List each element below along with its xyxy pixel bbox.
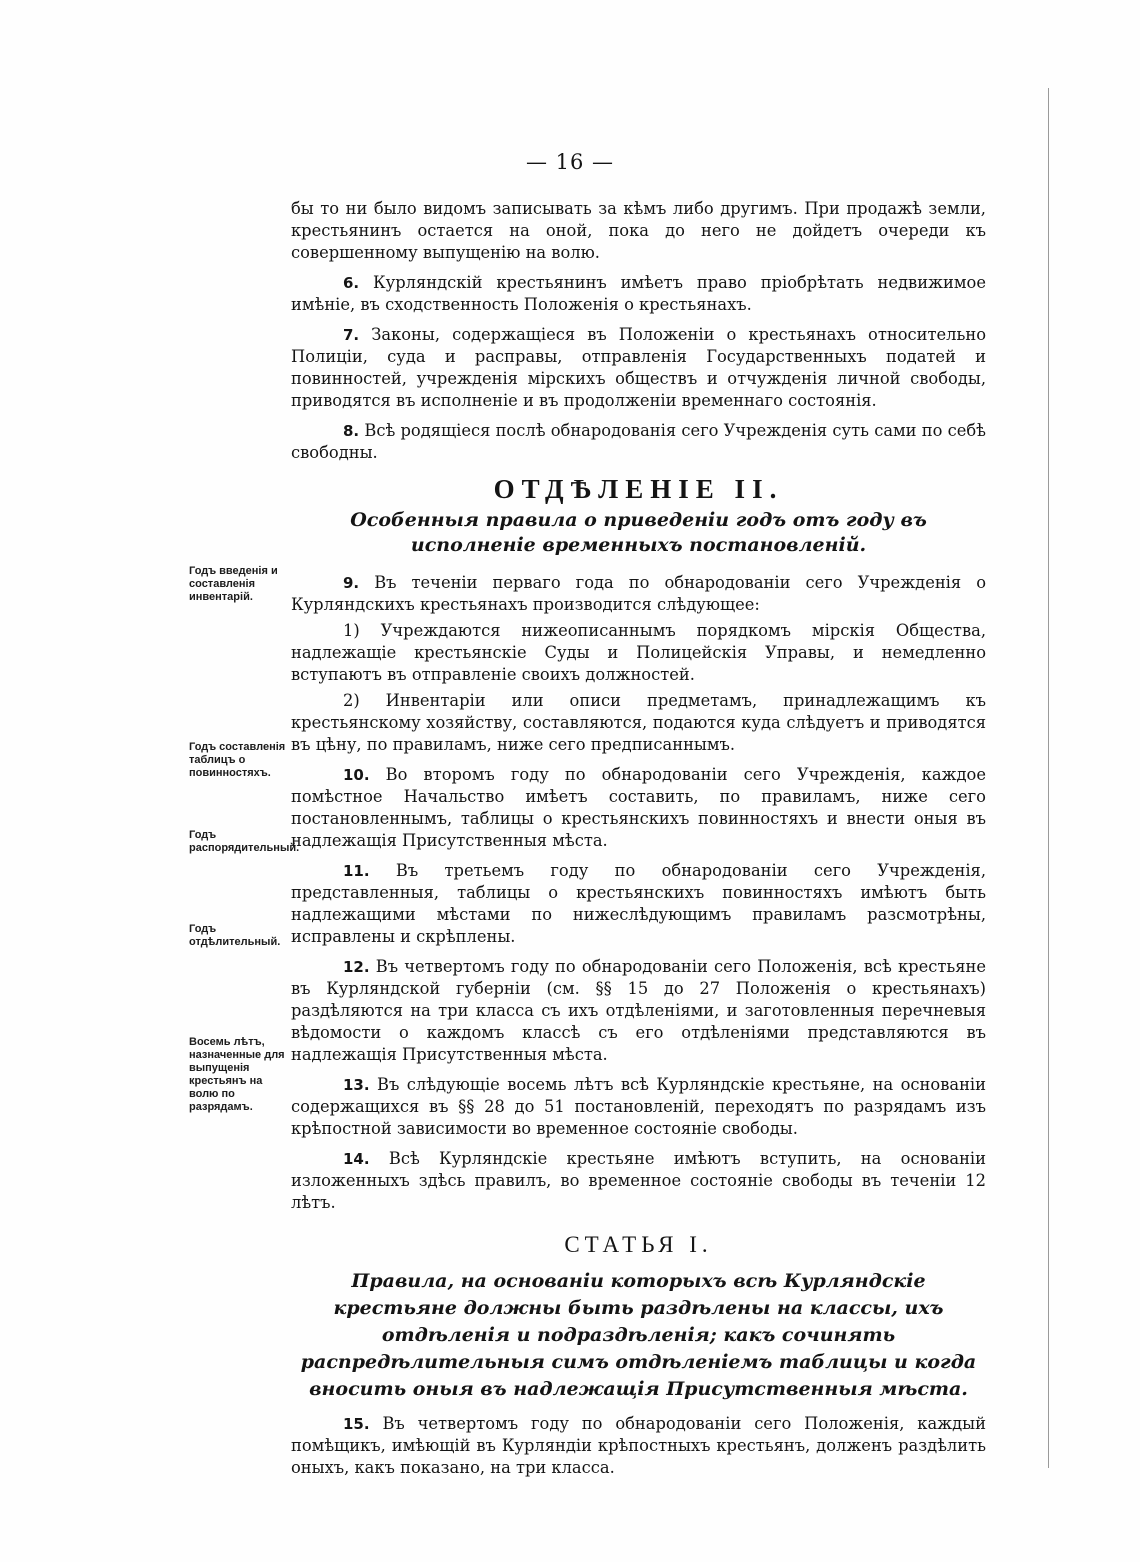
main-text-column: [291, 198, 986, 1487]
paragraph-6: [291, 272, 986, 316]
paragraph-8: [291, 420, 986, 464]
paragraph-number: 12.: [343, 958, 370, 976]
page-edge-line: [1048, 88, 1049, 1468]
margin-note-year-tables: Годъ составленія таблицъ о повинностяхъ.: [189, 741, 286, 779]
paragraph-10: [291, 764, 986, 852]
section-title: ОТДѢЛЕНІЕ II.: [493, 474, 784, 504]
margin-note-year-distribution: Годъ распорядительный.: [189, 829, 300, 854]
paragraph-number: 13.: [343, 1076, 370, 1094]
paragraph-number: 9.: [343, 574, 360, 592]
paragraph-number: 14.: [343, 1150, 370, 1168]
margin-note-year-division: Годъ отдѣлительный.: [189, 923, 281, 948]
paragraph-number: 10.: [343, 766, 370, 784]
paragraph-number: 7.: [343, 326, 360, 344]
paragraph-text: Въ теченіи перваго года по обнародованіи сего Учрежденія о Курляндскихъ крестьянахъ производится слѣдующее:: [291, 573, 986, 614]
paragraph-continued: бы то ни было видомъ записывать за кѣмъ либо другимъ. При продажѣ земли, крестьянинъ остается на оной, пока до него не дойдетъ очереди къ совершенному выпущенію на волю.: [291, 199, 986, 262]
paragraph-text: Въ слѣдующіе восемь лѣтъ всѣ Курляндскіе крестьяне, на основаніи содержащихся въ §§ 28 до 51 постановленій, переходятъ по разрядамъ изъ крѣпостной зависимости во временное состояніе свободы.: [291, 1075, 986, 1138]
article-subtitle: Правила, на основаніи которыхъ всѣ Курляндскіе крестьяне должны быть раздѣлены на классы, ихъ отдѣленія и подраздѣленія; какъ сочинять распредѣлительныя симъ отдѣленіемъ таблицы и когда вносить оныя въ надлежащія Присутственныя мѣста.: [300, 1270, 977, 1400]
paragraph-number: 6.: [343, 274, 360, 292]
page-number: — 16 —: [525, 150, 615, 174]
paragraph-15: [291, 1413, 986, 1479]
paragraph-number: 15.: [343, 1415, 370, 1433]
paragraph-13: [291, 1074, 986, 1140]
paragraph-text: Во второмъ году по обнародованіи сего Учрежденія, каждое помѣстное Начальство имѣетъ составить, по правиламъ, ниже сего постановленнымъ, таблицы о крестьянскихъ повинностяхъ и внести оныя въ надлежащія Присутственныя мѣста.: [291, 765, 986, 850]
paragraph-9: [291, 572, 986, 616]
section-subtitle: Особенныя правила о приведеніи годъ отъ году въ исполненіе временныхъ постановленій.: [350, 509, 927, 556]
paragraph-number: 8.: [343, 422, 360, 440]
article-title: СТАТЬЯ I.: [564, 1232, 713, 1257]
paragraph-text: Въ третьемъ году по обнародованіи сего Учрежденія, представленныя, таблицы о крестьянскихъ повинностяхъ имѣютъ быть надлежащими мѣстами по нижеслѣдующимъ правиламъ разсмотрѣны, исправлены и скрѣплены.: [291, 861, 986, 946]
paragraph-text: Въ четвертомъ году по обнародованіи сего Положенія, каждый помѣщикъ, имѣющій въ Курляндіи крѣпостныхъ крестьянъ, долженъ раздѣлить оныхъ, какъ показано, на три класса.: [291, 1414, 986, 1477]
paragraph-14: [291, 1148, 986, 1214]
paragraph-text: Всѣ родящіеся послѣ обнародованія сего Учрежденія суть сами по себѣ свободны.: [291, 421, 986, 462]
paragraph-9-item-2: 2) Инвентаріи или описи предметамъ, принадлежащимъ къ крестьянскому хозяйству, составляются, подаются куда слѣдуетъ и приводятся въ цѣну, по правиламъ, ниже сего предписаннымъ.: [291, 691, 986, 754]
paragraph-text: Законы, содержащіеся въ Положеніи о крестьянахъ относительно Полиціи, суда и расправы, отправленія Государственныхъ податей и повинностей, учрежденія мірскихъ обществъ и отчужденія личной свободы, приводятся въ исполненіе и въ продолженіи временнаго состоянія.: [291, 325, 986, 410]
margin-note-year-intro: Годъ введенія и составленія инвентарій.: [189, 565, 278, 603]
paragraph-7: [291, 324, 986, 412]
paragraph-12: [291, 956, 986, 1066]
paragraph-text: Курляндскій крестьянинъ имѣетъ право пріобрѣтать недвижимое имѣніе, въ сходственность Положенія о крестьянахъ.: [291, 273, 986, 314]
margin-note-eight-years: Восемь лѣтъ, назначенные для выпущенія крестьянъ на волю по разрядамъ.: [189, 1036, 285, 1113]
paragraph-11: [291, 860, 986, 948]
paragraph-text: Всѣ Курляндскіе крестьяне имѣютъ вступить, на основаніи изложенныхъ здѣсь правилъ, во временное состояніе свободы въ теченіи 12 лѣтъ.: [291, 1149, 986, 1212]
paragraph-text: Въ четвертомъ году по обнародованіи сего Положенія, всѣ крестьяне въ Курляндской губерніи (см. §§ 15 до 27 Положенія о крестьянахъ) раздѣляются на три класса съ ихъ отдѣленіями, и заготовленныя перечневыя вѣдомости о каждомъ классѣ съ его отдѣленіями представляются въ надлежащія Присутственныя мѣста.: [291, 957, 986, 1064]
paragraph-9-item-1: 1) Учреждаются нижеописаннымъ порядкомъ мірскія Общества, надлежащіе крестьянскіе Суды и Полицейскія Управы, и немедленно вступаютъ въ отправленіе своихъ должностей.: [291, 621, 986, 684]
paragraph-number: 11.: [343, 862, 370, 880]
